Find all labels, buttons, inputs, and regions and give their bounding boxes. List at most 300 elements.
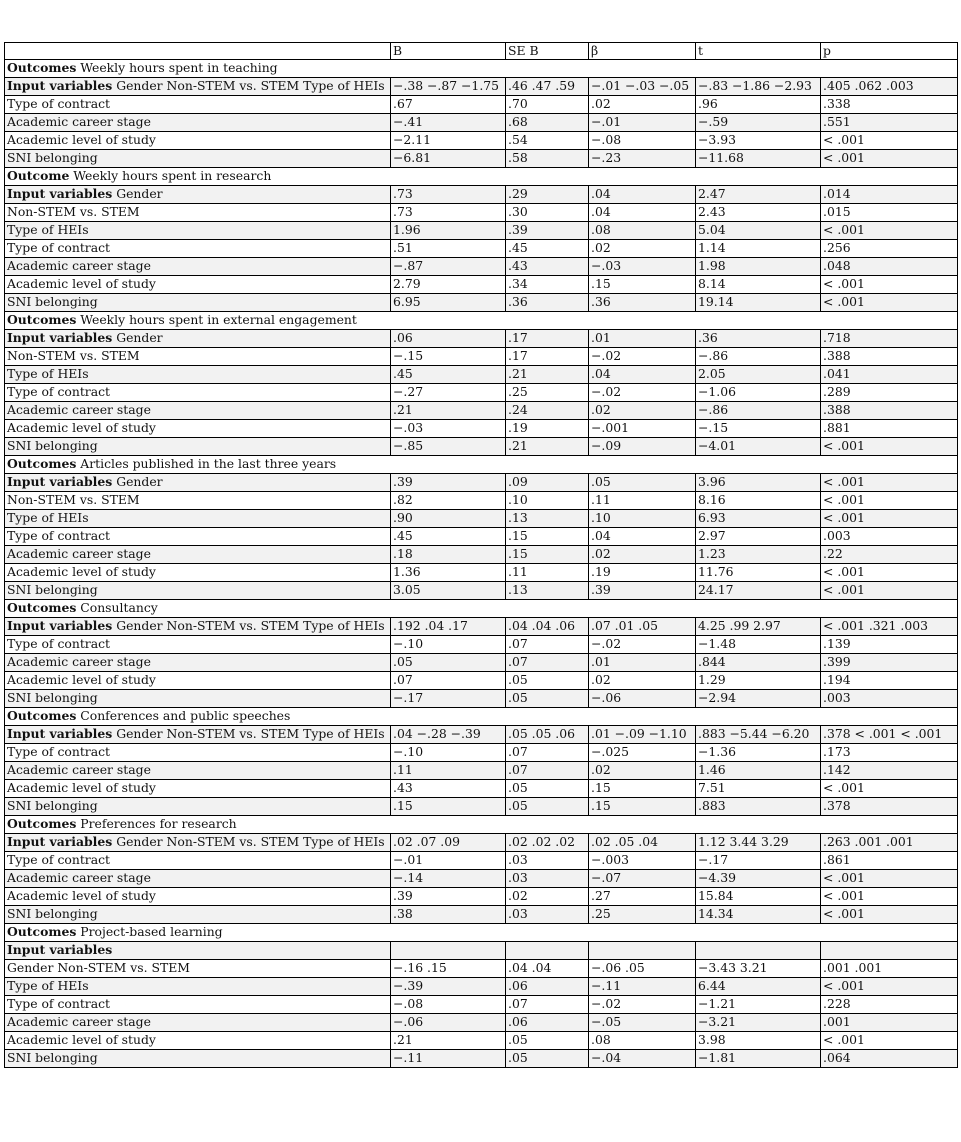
- p-cell: .22: [821, 546, 958, 564]
- se-b-cell: .05: [506, 690, 589, 708]
- variable-label: Type of HEIs: [7, 366, 89, 382]
- t-cell: −.86: [696, 348, 821, 366]
- beta-cell: .36: [589, 294, 696, 312]
- regression-table-container: [4, 42, 957, 1068]
- se-b-cell: [506, 942, 589, 960]
- variable-label: SNI belonging: [7, 294, 98, 310]
- outcome-key: Outcomes: [7, 456, 77, 472]
- beta-cell: .27: [589, 888, 696, 906]
- se-b-cell: .13: [506, 510, 589, 528]
- variable-cell: [5, 798, 391, 816]
- se-b-cell: .02 .02 .02: [506, 834, 589, 852]
- table-row: [5, 690, 958, 708]
- variable-label: Academic level of study: [7, 780, 156, 796]
- beta-cell: −.001: [589, 420, 696, 438]
- variable-cell: [5, 996, 391, 1014]
- t-cell: 1.12 3.44 3.29: [696, 834, 821, 852]
- outcome-key: Outcomes: [7, 708, 77, 724]
- table-row: [5, 996, 958, 1014]
- p-cell: .289: [821, 384, 958, 402]
- beta-cell: .04: [589, 186, 696, 204]
- beta-cell: −.07: [589, 870, 696, 888]
- variable-cell: [5, 150, 391, 168]
- table-row: [5, 276, 958, 294]
- b-cell: .06: [391, 330, 506, 348]
- beta-cell: .04: [589, 366, 696, 384]
- se-b-cell: .07: [506, 996, 589, 1014]
- b-cell: 1.36: [391, 564, 506, 582]
- beta-cell: −.003: [589, 852, 696, 870]
- beta-cell: −.06: [589, 690, 696, 708]
- variable-cell: [5, 564, 391, 582]
- b-cell: 3.05: [391, 582, 506, 600]
- se-b-cell: .05: [506, 780, 589, 798]
- t-cell: 14.34: [696, 906, 821, 924]
- table-row: [5, 438, 958, 456]
- p-cell: < .001: [821, 582, 958, 600]
- table-row: [5, 960, 958, 978]
- table-row: [5, 294, 958, 312]
- input-variables-key: Input variables: [7, 78, 113, 94]
- variable-label: Gender Non-STEM vs. STEM Type of HEIs: [116, 78, 385, 94]
- p-cell: .048: [821, 258, 958, 276]
- t-cell: 15.84: [696, 888, 821, 906]
- se-b-cell: .07: [506, 744, 589, 762]
- b-cell: .04 −.28 −.39: [391, 726, 506, 744]
- p-cell: < .001: [821, 276, 958, 294]
- beta-cell: −.03: [589, 258, 696, 276]
- table-row: [5, 366, 958, 384]
- outcome-label: Consultancy: [80, 600, 158, 616]
- beta-cell: −.01 −.03 −.05: [589, 78, 696, 96]
- outcome-label: Preferences for research: [80, 816, 237, 832]
- t-cell: .883 −5.44 −6.20: [696, 726, 821, 744]
- outcome-key: Outcomes: [7, 600, 77, 616]
- se-b-cell: .07: [506, 762, 589, 780]
- t-cell: −1.21: [696, 996, 821, 1014]
- se-b-cell: .07: [506, 654, 589, 672]
- se-b-cell: .19: [506, 420, 589, 438]
- outcome-label: Weekly hours spent in teaching: [80, 60, 278, 76]
- table-row: [5, 762, 958, 780]
- se-b-cell: .17: [506, 330, 589, 348]
- p-cell: .228: [821, 996, 958, 1014]
- b-cell: 1.96: [391, 222, 506, 240]
- outcome-cell: [5, 60, 958, 78]
- se-b-cell: .06: [506, 978, 589, 996]
- p-cell: .378: [821, 798, 958, 816]
- beta-cell: .01: [589, 330, 696, 348]
- b-cell: −.08: [391, 996, 506, 1014]
- header-cell-se-b: SE B: [506, 43, 589, 60]
- se-b-cell: .03: [506, 852, 589, 870]
- outcome-row: [5, 312, 958, 330]
- b-cell: .38: [391, 906, 506, 924]
- se-b-cell: .13: [506, 582, 589, 600]
- beta-cell: .01 −.09 −1.10: [589, 726, 696, 744]
- table-row: [5, 78, 958, 96]
- beta-cell: −.02: [589, 384, 696, 402]
- variable-cell: [5, 636, 391, 654]
- outcome-cell: [5, 600, 958, 618]
- table-row: [5, 636, 958, 654]
- outcome-row: [5, 708, 958, 726]
- t-cell: .844: [696, 654, 821, 672]
- beta-cell: .02: [589, 96, 696, 114]
- t-cell: −3.21: [696, 1014, 821, 1032]
- beta-cell: −.01: [589, 114, 696, 132]
- b-cell: .02 .07 .09: [391, 834, 506, 852]
- variable-cell: [5, 330, 391, 348]
- p-cell: < .001: [821, 294, 958, 312]
- t-cell: 7.51: [696, 780, 821, 798]
- beta-cell: .11: [589, 492, 696, 510]
- t-cell: −4.01: [696, 438, 821, 456]
- table-row: [5, 96, 958, 114]
- p-cell: .173: [821, 744, 958, 762]
- p-cell: < .001: [821, 132, 958, 150]
- variable-label: Academic level of study: [7, 276, 156, 292]
- t-cell: −.86: [696, 402, 821, 420]
- se-b-cell: .39: [506, 222, 589, 240]
- beta-cell: .10: [589, 510, 696, 528]
- beta-cell: .02: [589, 672, 696, 690]
- t-cell: −1.81: [696, 1050, 821, 1068]
- variable-cell: [5, 690, 391, 708]
- p-cell: < .001: [821, 510, 958, 528]
- beta-cell: .01: [589, 654, 696, 672]
- b-cell: .15: [391, 798, 506, 816]
- variable-label: Type of HEIs: [7, 222, 89, 238]
- p-cell: .015: [821, 204, 958, 222]
- t-cell: 8.16: [696, 492, 821, 510]
- se-b-cell: .36: [506, 294, 589, 312]
- t-cell: −1.36: [696, 744, 821, 762]
- beta-cell: .02: [589, 762, 696, 780]
- t-cell: 4.25 .99 2.97: [696, 618, 821, 636]
- variable-label: Type of contract: [7, 96, 111, 112]
- b-cell: .05: [391, 654, 506, 672]
- b-cell: .73: [391, 186, 506, 204]
- table-row: [5, 150, 958, 168]
- t-cell: −4.39: [696, 870, 821, 888]
- variable-label: SNI belonging: [7, 690, 98, 706]
- outcome-label: Weekly hours spent in research: [73, 168, 272, 184]
- header-cell-beta: β: [589, 43, 696, 60]
- variable-cell: [5, 618, 391, 636]
- table-row: [5, 240, 958, 258]
- variable-cell: [5, 186, 391, 204]
- b-cell: .11: [391, 762, 506, 780]
- p-cell: < .001: [821, 906, 958, 924]
- beta-cell: −.04: [589, 1050, 696, 1068]
- table-row: [5, 348, 958, 366]
- se-b-cell: .17: [506, 348, 589, 366]
- table-row: [5, 780, 958, 798]
- se-b-cell: .05: [506, 798, 589, 816]
- header-cell-b: B: [391, 43, 506, 60]
- b-cell: −.41: [391, 114, 506, 132]
- outcome-cell: [5, 924, 958, 942]
- se-b-cell: .21: [506, 438, 589, 456]
- table-row: [5, 420, 958, 438]
- b-cell: −.01: [391, 852, 506, 870]
- input-variables-key: Input variables: [7, 726, 113, 742]
- header-cell-t: t: [696, 43, 821, 60]
- b-cell: .45: [391, 366, 506, 384]
- p-cell: .064: [821, 1050, 958, 1068]
- outcome-key: Outcomes: [7, 924, 77, 940]
- beta-cell: .39: [589, 582, 696, 600]
- outcome-cell: [5, 456, 958, 474]
- b-cell: −.17: [391, 690, 506, 708]
- table-row: [5, 942, 958, 960]
- p-cell: < .001: [821, 888, 958, 906]
- table-row: [5, 870, 958, 888]
- beta-cell: .04: [589, 204, 696, 222]
- t-cell: 19.14: [696, 294, 821, 312]
- t-cell: −1.48: [696, 636, 821, 654]
- table-row: [5, 618, 958, 636]
- table-row: [5, 258, 958, 276]
- variable-cell: [5, 510, 391, 528]
- variable-label: Academic career stage: [7, 870, 151, 886]
- variable-label: Type of contract: [7, 528, 111, 544]
- p-cell: < .001: [821, 150, 958, 168]
- table-row: [5, 564, 958, 582]
- p-cell: .256: [821, 240, 958, 258]
- b-cell: .82: [391, 492, 506, 510]
- input-variables-key: Input variables: [7, 186, 113, 202]
- variable-cell: [5, 726, 391, 744]
- beta-cell: .25: [589, 906, 696, 924]
- table-row: [5, 726, 958, 744]
- se-b-cell: .58: [506, 150, 589, 168]
- p-cell: .551: [821, 114, 958, 132]
- variable-label: Academic career stage: [7, 546, 151, 562]
- se-b-cell: .03: [506, 870, 589, 888]
- t-cell: 1.98: [696, 258, 821, 276]
- t-cell: .96: [696, 96, 821, 114]
- variable-cell: [5, 402, 391, 420]
- table-row: [5, 510, 958, 528]
- p-cell: .041: [821, 366, 958, 384]
- beta-cell: −.025: [589, 744, 696, 762]
- table-row: [5, 888, 958, 906]
- variable-label: Gender: [116, 330, 163, 346]
- table-row: [5, 744, 958, 762]
- se-b-cell: .30: [506, 204, 589, 222]
- b-cell: −.11: [391, 1050, 506, 1068]
- se-b-cell: .02: [506, 888, 589, 906]
- beta-cell: −.09: [589, 438, 696, 456]
- p-cell: .388: [821, 402, 958, 420]
- variable-label: Non-STEM vs. STEM: [7, 204, 140, 220]
- variable-label: Non-STEM vs. STEM: [7, 492, 140, 508]
- t-cell: 6.93: [696, 510, 821, 528]
- variable-cell: [5, 744, 391, 762]
- variable-label: SNI belonging: [7, 906, 98, 922]
- variable-cell: [5, 492, 391, 510]
- variable-cell: [5, 906, 391, 924]
- variable-label: SNI belonging: [7, 1050, 98, 1066]
- b-cell: −.16 .15: [391, 960, 506, 978]
- variable-cell: [5, 834, 391, 852]
- table-row: [5, 906, 958, 924]
- se-b-cell: .05: [506, 1050, 589, 1068]
- variable-label: Non-STEM vs. STEM: [7, 348, 140, 364]
- se-b-cell: .09: [506, 474, 589, 492]
- outcome-row: [5, 600, 958, 618]
- outcome-cell: [5, 312, 958, 330]
- variable-cell: [5, 1050, 391, 1068]
- table-row: [5, 186, 958, 204]
- p-cell: .014: [821, 186, 958, 204]
- beta-cell: −.02: [589, 348, 696, 366]
- se-b-cell: .54: [506, 132, 589, 150]
- b-cell: −2.11: [391, 132, 506, 150]
- variable-cell: [5, 78, 391, 96]
- beta-cell: .19: [589, 564, 696, 582]
- variable-cell: [5, 978, 391, 996]
- beta-cell: .15: [589, 780, 696, 798]
- variable-cell: [5, 960, 391, 978]
- beta-cell: −.05: [589, 1014, 696, 1032]
- b-cell: .67: [391, 96, 506, 114]
- variable-label: Gender: [116, 474, 163, 490]
- variable-label: Gender Non-STEM vs. STEM Type of HEIs: [116, 726, 385, 742]
- t-cell: [696, 942, 821, 960]
- se-b-cell: .11: [506, 564, 589, 582]
- p-cell: < .001: [821, 492, 958, 510]
- variable-cell: [5, 348, 391, 366]
- se-b-cell: .70: [506, 96, 589, 114]
- table-row: [5, 492, 958, 510]
- outcome-row: [5, 168, 958, 186]
- se-b-cell: .04 .04: [506, 960, 589, 978]
- b-cell: .39: [391, 474, 506, 492]
- outcome-row: [5, 816, 958, 834]
- se-b-cell: .05 .05 .06: [506, 726, 589, 744]
- b-cell: −.39: [391, 978, 506, 996]
- variable-cell: [5, 888, 391, 906]
- beta-cell: −.06 .05: [589, 960, 696, 978]
- b-cell: .21: [391, 1032, 506, 1050]
- variable-cell: [5, 222, 391, 240]
- t-cell: .883: [696, 798, 821, 816]
- outcome-row: [5, 60, 958, 78]
- t-cell: 2.43: [696, 204, 821, 222]
- variable-label: SNI belonging: [7, 150, 98, 166]
- se-b-cell: .25: [506, 384, 589, 402]
- variable-label: Type of HEIs: [7, 510, 89, 526]
- p-cell: < .001: [821, 438, 958, 456]
- t-cell: 1.14: [696, 240, 821, 258]
- variable-label: Academic career stage: [7, 1014, 151, 1030]
- t-cell: −.83 −1.86 −2.93: [696, 78, 821, 96]
- t-cell: −.15: [696, 420, 821, 438]
- input-variables-key: Input variables: [7, 942, 113, 958]
- variable-cell: [5, 204, 391, 222]
- se-b-cell: .06: [506, 1014, 589, 1032]
- variable-cell: [5, 474, 391, 492]
- variable-cell: [5, 240, 391, 258]
- se-b-cell: .15: [506, 528, 589, 546]
- t-cell: 1.46: [696, 762, 821, 780]
- outcome-key: Outcomes: [7, 312, 77, 328]
- p-cell: < .001: [821, 780, 958, 798]
- variable-label: Academic career stage: [7, 402, 151, 418]
- variable-cell: [5, 672, 391, 690]
- variable-cell: [5, 654, 391, 672]
- t-cell: −3.93: [696, 132, 821, 150]
- variable-label: Academic career stage: [7, 762, 151, 778]
- table-row: [5, 834, 958, 852]
- table-row: [5, 546, 958, 564]
- t-cell: 6.44: [696, 978, 821, 996]
- beta-cell: .08: [589, 222, 696, 240]
- variable-label: Type of contract: [7, 384, 111, 400]
- t-cell: 3.96: [696, 474, 821, 492]
- variable-label: Gender Non-STEM vs. STEM Type of HEIs: [116, 834, 385, 850]
- variable-label: Gender Non-STEM vs. STEM Type of HEIs: [116, 618, 385, 634]
- table-row: [5, 384, 958, 402]
- beta-cell: −.23: [589, 150, 696, 168]
- b-cell: −.14: [391, 870, 506, 888]
- table-row: [5, 132, 958, 150]
- b-cell: .07: [391, 672, 506, 690]
- b-cell: [391, 942, 506, 960]
- table-row: [5, 1014, 958, 1032]
- t-cell: −.59: [696, 114, 821, 132]
- variable-label: Academic career stage: [7, 114, 151, 130]
- p-cell: < .001: [821, 870, 958, 888]
- beta-cell: .02: [589, 402, 696, 420]
- b-cell: −.85: [391, 438, 506, 456]
- input-variables-key: Input variables: [7, 618, 113, 634]
- p-cell: .388: [821, 348, 958, 366]
- p-cell: .001: [821, 1014, 958, 1032]
- t-cell: −11.68: [696, 150, 821, 168]
- t-cell: 5.04: [696, 222, 821, 240]
- variable-cell: [5, 528, 391, 546]
- b-cell: .43: [391, 780, 506, 798]
- se-b-cell: .10: [506, 492, 589, 510]
- b-cell: .73: [391, 204, 506, 222]
- t-cell: 1.29: [696, 672, 821, 690]
- variable-cell: [5, 1014, 391, 1032]
- b-cell: .45: [391, 528, 506, 546]
- beta-cell: −.11: [589, 978, 696, 996]
- outcome-label: Articles published in the last three years: [80, 456, 337, 472]
- b-cell: .18: [391, 546, 506, 564]
- beta-cell: .08: [589, 1032, 696, 1050]
- variable-label: Type of contract: [7, 852, 111, 868]
- outcome-row: [5, 924, 958, 942]
- t-cell: −2.94: [696, 690, 821, 708]
- p-cell: .003: [821, 528, 958, 546]
- variable-label: SNI belonging: [7, 582, 98, 598]
- header-cell-label: [5, 43, 391, 60]
- se-b-cell: .43: [506, 258, 589, 276]
- se-b-cell: .24: [506, 402, 589, 420]
- t-cell: .36: [696, 330, 821, 348]
- beta-cell: −.08: [589, 132, 696, 150]
- variable-label: SNI belonging: [7, 798, 98, 814]
- b-cell: −6.81: [391, 150, 506, 168]
- variable-cell: [5, 546, 391, 564]
- b-cell: −.87: [391, 258, 506, 276]
